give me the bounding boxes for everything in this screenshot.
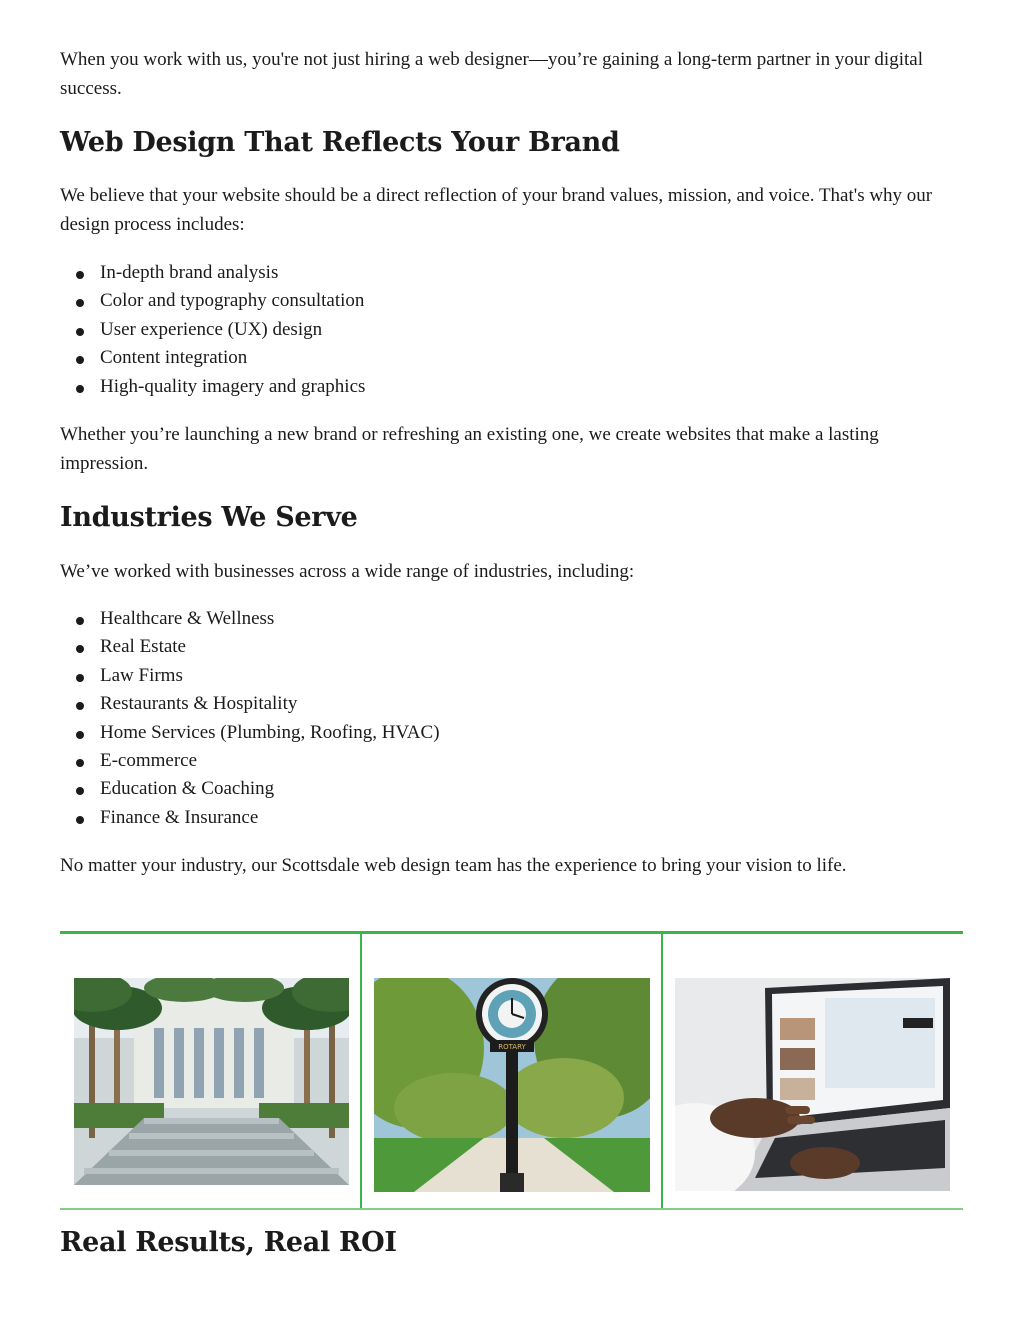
list-item: User experience (UX) design	[60, 316, 365, 344]
plaza-photo	[74, 978, 349, 1185]
industries-list	[60, 605, 440, 832]
gallery-divider	[360, 934, 362, 1208]
brand-section-lead: We believe that your website should be a direct reflection of your brand values, mission, and voice. That's why our design process includes:	[60, 185, 933, 235]
brand-section-closing: Whether you’re launching a new brand or refreshing an existing one, we create websites that make a lasting impression.	[60, 424, 879, 474]
clock-label: ROTARY	[498, 1043, 526, 1051]
brand-process-list	[60, 259, 365, 401]
list-item: Law Firms	[60, 662, 440, 690]
list-item: Real Estate	[60, 633, 440, 661]
intro-paragraph: When you work with us, you're not just hiring a web designer—you’re gaining a long-term partner in your digital success.	[60, 49, 923, 99]
industries-heading: Industries We Serve	[60, 502, 358, 533]
list-item: E-commerce	[60, 747, 440, 775]
image-gallery	[60, 931, 963, 1210]
gallery-divider	[661, 934, 663, 1208]
list-item: In-depth brand analysis	[60, 259, 365, 287]
list-item: High-quality imagery and graphics	[60, 373, 365, 401]
results-heading: Real Results, Real ROI	[60, 1227, 397, 1258]
list-item: Education & Coaching	[60, 775, 440, 803]
clock-tower-photo	[374, 978, 650, 1192]
brand-section-heading: Web Design That Reflects Your Brand	[60, 127, 620, 158]
list-item: Restaurants & Hospitality	[60, 690, 440, 718]
list-item: Color and typography consultation	[60, 287, 365, 315]
list-item: Content integration	[60, 344, 365, 372]
list-item: Home Services (Plumbing, Roofing, HVAC)	[60, 719, 440, 747]
list-item: Finance & Insurance	[60, 804, 440, 832]
industries-closing: No matter your industry, our Scottsdale web design team has the experience to bring your vision to life.	[60, 855, 847, 876]
list-item: Healthcare & Wellness	[60, 605, 440, 633]
industries-lead: We’ve worked with businesses across a wide range of industries, including:	[60, 561, 635, 582]
laptop-photo	[675, 978, 950, 1191]
